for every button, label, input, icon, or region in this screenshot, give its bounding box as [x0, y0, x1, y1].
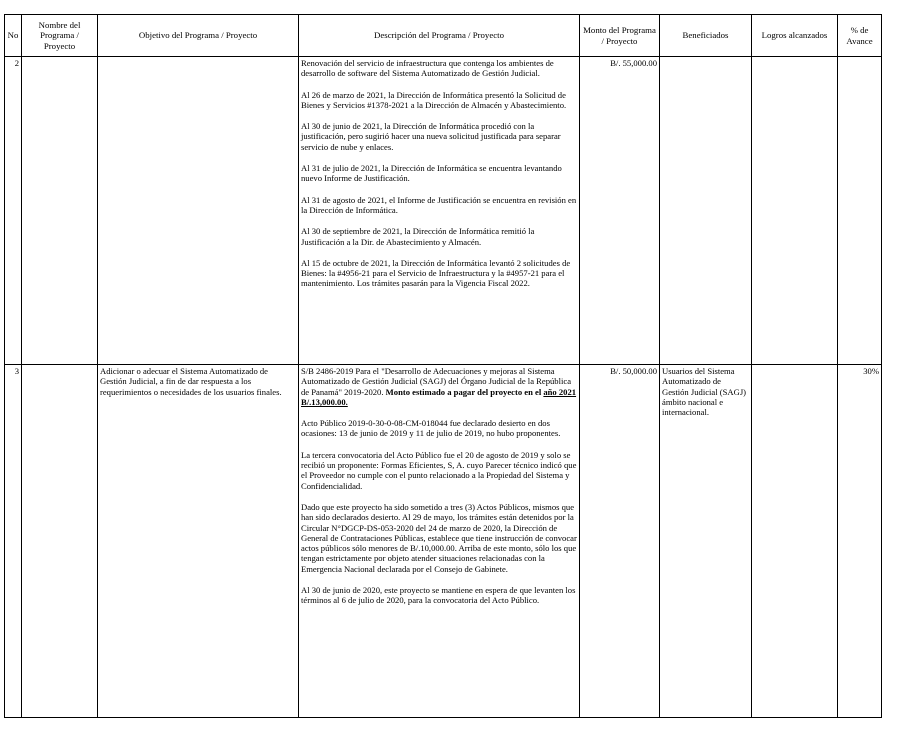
header-no: No	[5, 15, 22, 57]
header-row	[5, 15, 882, 57]
row-avance: 30%	[838, 365, 882, 718]
header-nombre: Nombre del Programa / Proyecto	[22, 15, 98, 57]
row-beneficiados: Usuarios del Sistema Automatizado de Gestión Judicial (SAGJ) ámbito nacional e internacional.	[660, 365, 752, 718]
table-row	[5, 365, 882, 718]
row-nombre	[22, 57, 98, 365]
header-avance: % de Avance	[838, 15, 882, 57]
desc-bold-text: Monto estimado a pagar del proyecto en el	[385, 386, 544, 397]
row-avance	[838, 57, 882, 365]
row-number: 3	[5, 365, 22, 718]
desc-paragraph: Acto Público 2019-0-30-0-08-CM-018044 fue declarado desierto en dos ocasiones: 13 de junio de 2019 y 11 de julio de 2019, no hubo proponentes.	[301, 418, 561, 439]
header-beneficiados: Beneficiados	[660, 15, 752, 57]
row-objetivo	[98, 57, 299, 365]
header-descripcion: Descripción del Programa / Proyecto	[299, 15, 580, 57]
desc-paragraph-lead	[301, 366, 577, 407]
row-number: 2	[5, 57, 22, 365]
row-monto: B/. 50,000.00	[580, 365, 660, 718]
header-monto: Monto del Programa / Proyecto	[580, 15, 660, 57]
row-descripcion	[299, 57, 580, 365]
desc-paragraph: Al 31 de julio de 2021, la Dirección de Informática se encuentra levantando nuevo Informe de Justificación.	[301, 163, 562, 184]
row-nombre	[22, 365, 98, 718]
table-row	[5, 57, 882, 365]
desc-paragraph: Dado que este proyecto ha sido sometido a tres (3) Actos Públicos, mismos que han sido declarados desierto. Al 29 de mayo, los trámites están detenidos por la Circular N°DGCP-DS-053-2020 del 24 de marzo de 2020, la Dirección de General de Contrataciones Públicas, establece que tiene instrucción de convocar actos públicos sólo menores de B/.10,000.00. Arriba de este monto, sólo los que tengan estrictamente por objeto atender situaciones relacionadas con la Emergencia Nacional declarada por el Consejo de Gabinete.	[301, 501, 577, 574]
desc-paragraph: La tercera convocatoria del Acto Público fue el 20 de agosto de 2019 y solo se recibió un proponente: Formas Eficientes, S, A. cuyo Parecer técnico indicó que el Proveedor no cumple con el punto relacionado a la Propiedad del Sistema y Confidencialidad.	[301, 449, 577, 491]
desc-bold-underline-text: año 2021 B/.13,000.00.	[301, 386, 577, 407]
header-objetivo: Objetivo del Programa / Proyecto	[98, 15, 299, 57]
desc-lead-text: S/B 2486-2019 Para el "Desarrollo de Adecuaciones y mejoras al Sistema Automatizado de Gestión Judicial (SAGJ) del Órgano Judicial de la República de Panamá" 2019-2020.	[301, 366, 572, 397]
desc-paragraph: Al 30 de junio de 2021, la Dirección de Informática procedió con la justificación, pero sugirió hacer una nueva solicitud justificada para separar servicio de nube y enlaces.	[301, 121, 561, 152]
row-logros	[752, 365, 838, 718]
desc-paragraph: Al 30 de septiembre de 2021, la Dirección de Informática remitió la Justificación a la Dir. de Abastecimiento y Almacén.	[301, 226, 535, 247]
header-logros: Logros alcanzados	[752, 15, 838, 57]
row-monto: B/. 55,000.00	[580, 57, 660, 365]
row-objetivo: Adicionar o adecuar el Sistema Automatizado de Gestión Judicial, a fin de dar respuesta a los requerimientos o necesidades de los usuarios finales.	[98, 365, 299, 718]
desc-paragraph: Renovación del servicio de infraestructura que contenga los ambientes de desarrollo de software del Sistema Automatizado de Gestión Judicial.	[301, 58, 554, 79]
desc-paragraph: Al 15 de octubre de 2021, la Dirección de Informática levantó 2 solicitudes de Bienes: la #4956-21 para el Servicio de Infraestructura y la #4957-21 para el mantenimiento. Los trámites pasarán para la Vigencia Fiscal 2022.	[301, 257, 571, 289]
row-beneficiados	[660, 57, 752, 365]
programs-table	[4, 14, 882, 718]
desc-paragraph: Al 31 de agosto de 2021, el Informe de Justificación se encuentra en revisión en la Dirección de Informática.	[301, 194, 577, 215]
row-descripcion	[299, 365, 580, 718]
desc-paragraph: Al 30 de junio de 2020, este proyecto se mantiene en espera de que levanten los términos al 6 de julio de 2020, para la convocatoria del Acto Público.	[301, 585, 576, 606]
row-logros	[752, 57, 838, 365]
desc-paragraph: Al 26 de marzo de 2021, la Dirección de Informática presentó la Solicitud de Bienes y Servicios #1378-2021 a la Dirección de Almacén y Abastecimiento.	[301, 89, 567, 110]
